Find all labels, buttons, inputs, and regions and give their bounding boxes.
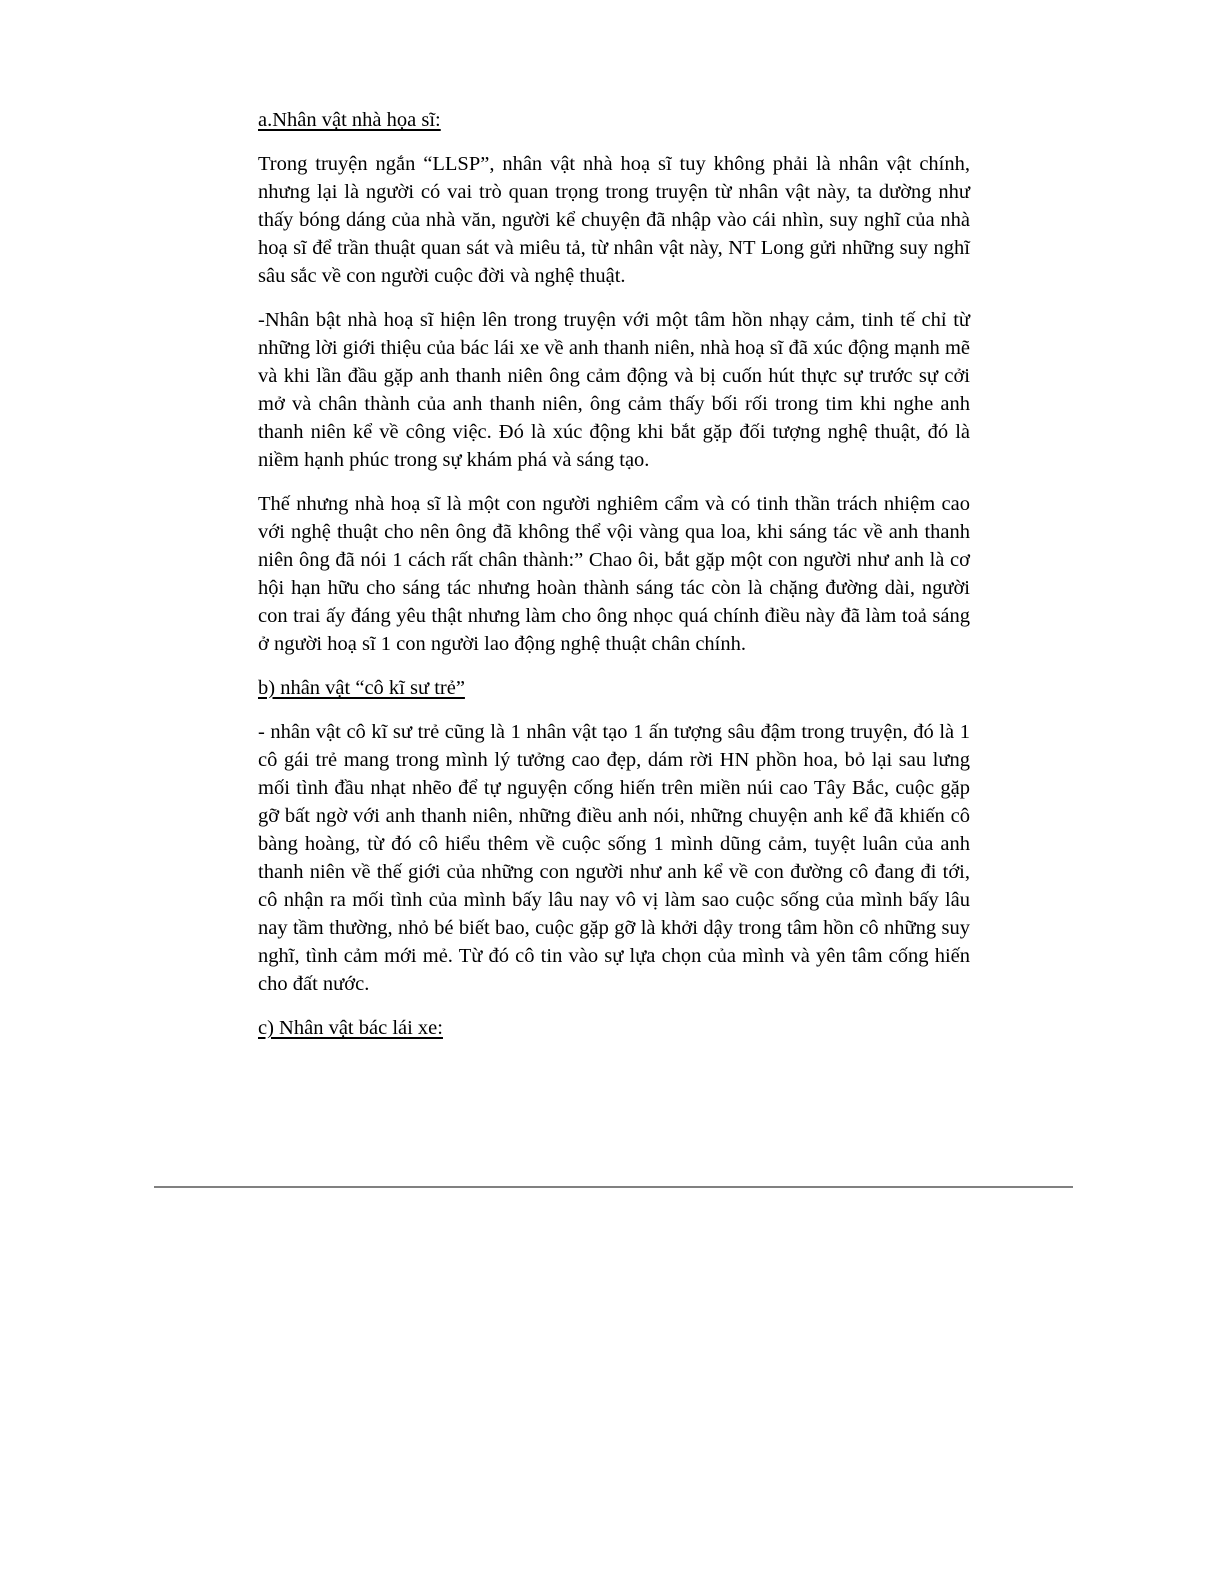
section-heading-c: c) Nhân vật bác lái xe: <box>258 1017 443 1039</box>
paragraph-painter-responsibility: Thế nhưng nhà hoạ sĩ là một con người nghiêm cẩm và có tinh thần trách nhiệm cao với nghệ thuật cho nên ông đã không thể vội vàng qua loa, khi sáng tác về anh thanh niên ông đã nói 1 cách rất chân thành:” Chao ôi, bắt gặp một con người như anh là cơ hội hạn hữu cho sáng tác nhưng hoàn thành sáng tác còn là chặng đường dài, người con trai ấy đáng yêu thật nhưng làm cho ông nhọc quá chính điều này đã làm toả sáng ở người hoạ sĩ 1 con người lao động nghệ thuật chân chính. <box>258 493 970 655</box>
horizontal-divider <box>154 1186 1073 1188</box>
document-body <box>258 106 970 1058</box>
paragraph-painter-intro: Trong truyện ngắn “LLSP”, nhân vật nhà hoạ sĩ tuy không phải là nhân vật chính, nhưng lại là người có vai trò quan trọng trong truyện từ nhân vật này, ta dường như thấy bóng dáng của nhà văn, người kể chuyện đã nhập vào cái nhìn, suy nghĩ của nhà hoạ sĩ để trần thuật quan sát và miêu tả, từ nhân vật này, NT Long gửi những suy nghĩ sâu sắc về con người cuộc đời và nghệ thuật. <box>258 153 970 287</box>
paragraph-engineer-girl: - nhân vật cô kĩ sư trẻ cũng là 1 nhân vật tạo 1 ấn tượng sâu đậm trong truyện, đó là 1 cô gái trẻ mang trong mình lý tưởng cao đẹp, dám rời HN phồn hoa, bỏ lại sau lưng mối tình đầu nhạt nhẽo để tự nguyện cống hiến trên miền núi cao Tây Bắc, cuộc gặp gỡ bất ngờ với anh thanh niên, những điều anh nói, những chuyện anh kể đã khiến cô bàng hoàng, từ đó cô hiểu thêm về cuộc sống 1 mình dũng cảm, tuyệt luân của anh thanh niên về thế giới của những con người như anh kể về con đường cô đang đi tới, cô nhận ra mối tình của mình bấy lâu nay vô vị làm sao cuộc sống của mình bấy lâu nay tầm thường, nhỏ bé biết bao, cuộc gặp gỡ là khởi dậy trong tâm hồn cô những suy nghĩ, tình cảm mới mẻ. Từ đó cô tin vào sự lựa chọn của mình và yên tâm cống hiến cho đất nước. <box>258 721 970 995</box>
section-heading-b: b) nhân vật “cô kĩ sư trẻ” <box>258 677 465 699</box>
section-heading-a: a.Nhân vật nhà họa sĩ: <box>258 109 441 131</box>
paragraph-painter-emotion: -Nhân bật nhà hoạ sĩ hiện lên trong truyện với một tâm hồn nhạy cảm, tinh tế chỉ từ những lời giới thiệu của bác lái xe về anh thanh niên, nhà hoạ sĩ đã xúc động mạnh mẽ và khi lần đầu gặp anh thanh niên ông cảm động và bị cuốn hút thực sự trước sự cởi mở và chân thành của anh thanh niên, ông cảm thấy bối rối trong tim khi nghe anh thanh niên kể về công việc. Đó là xúc động khi bắt gặp đối tượng nghệ thuật, đó là niềm hạnh phúc trong sự khám phá và sáng tạo. <box>258 309 970 471</box>
